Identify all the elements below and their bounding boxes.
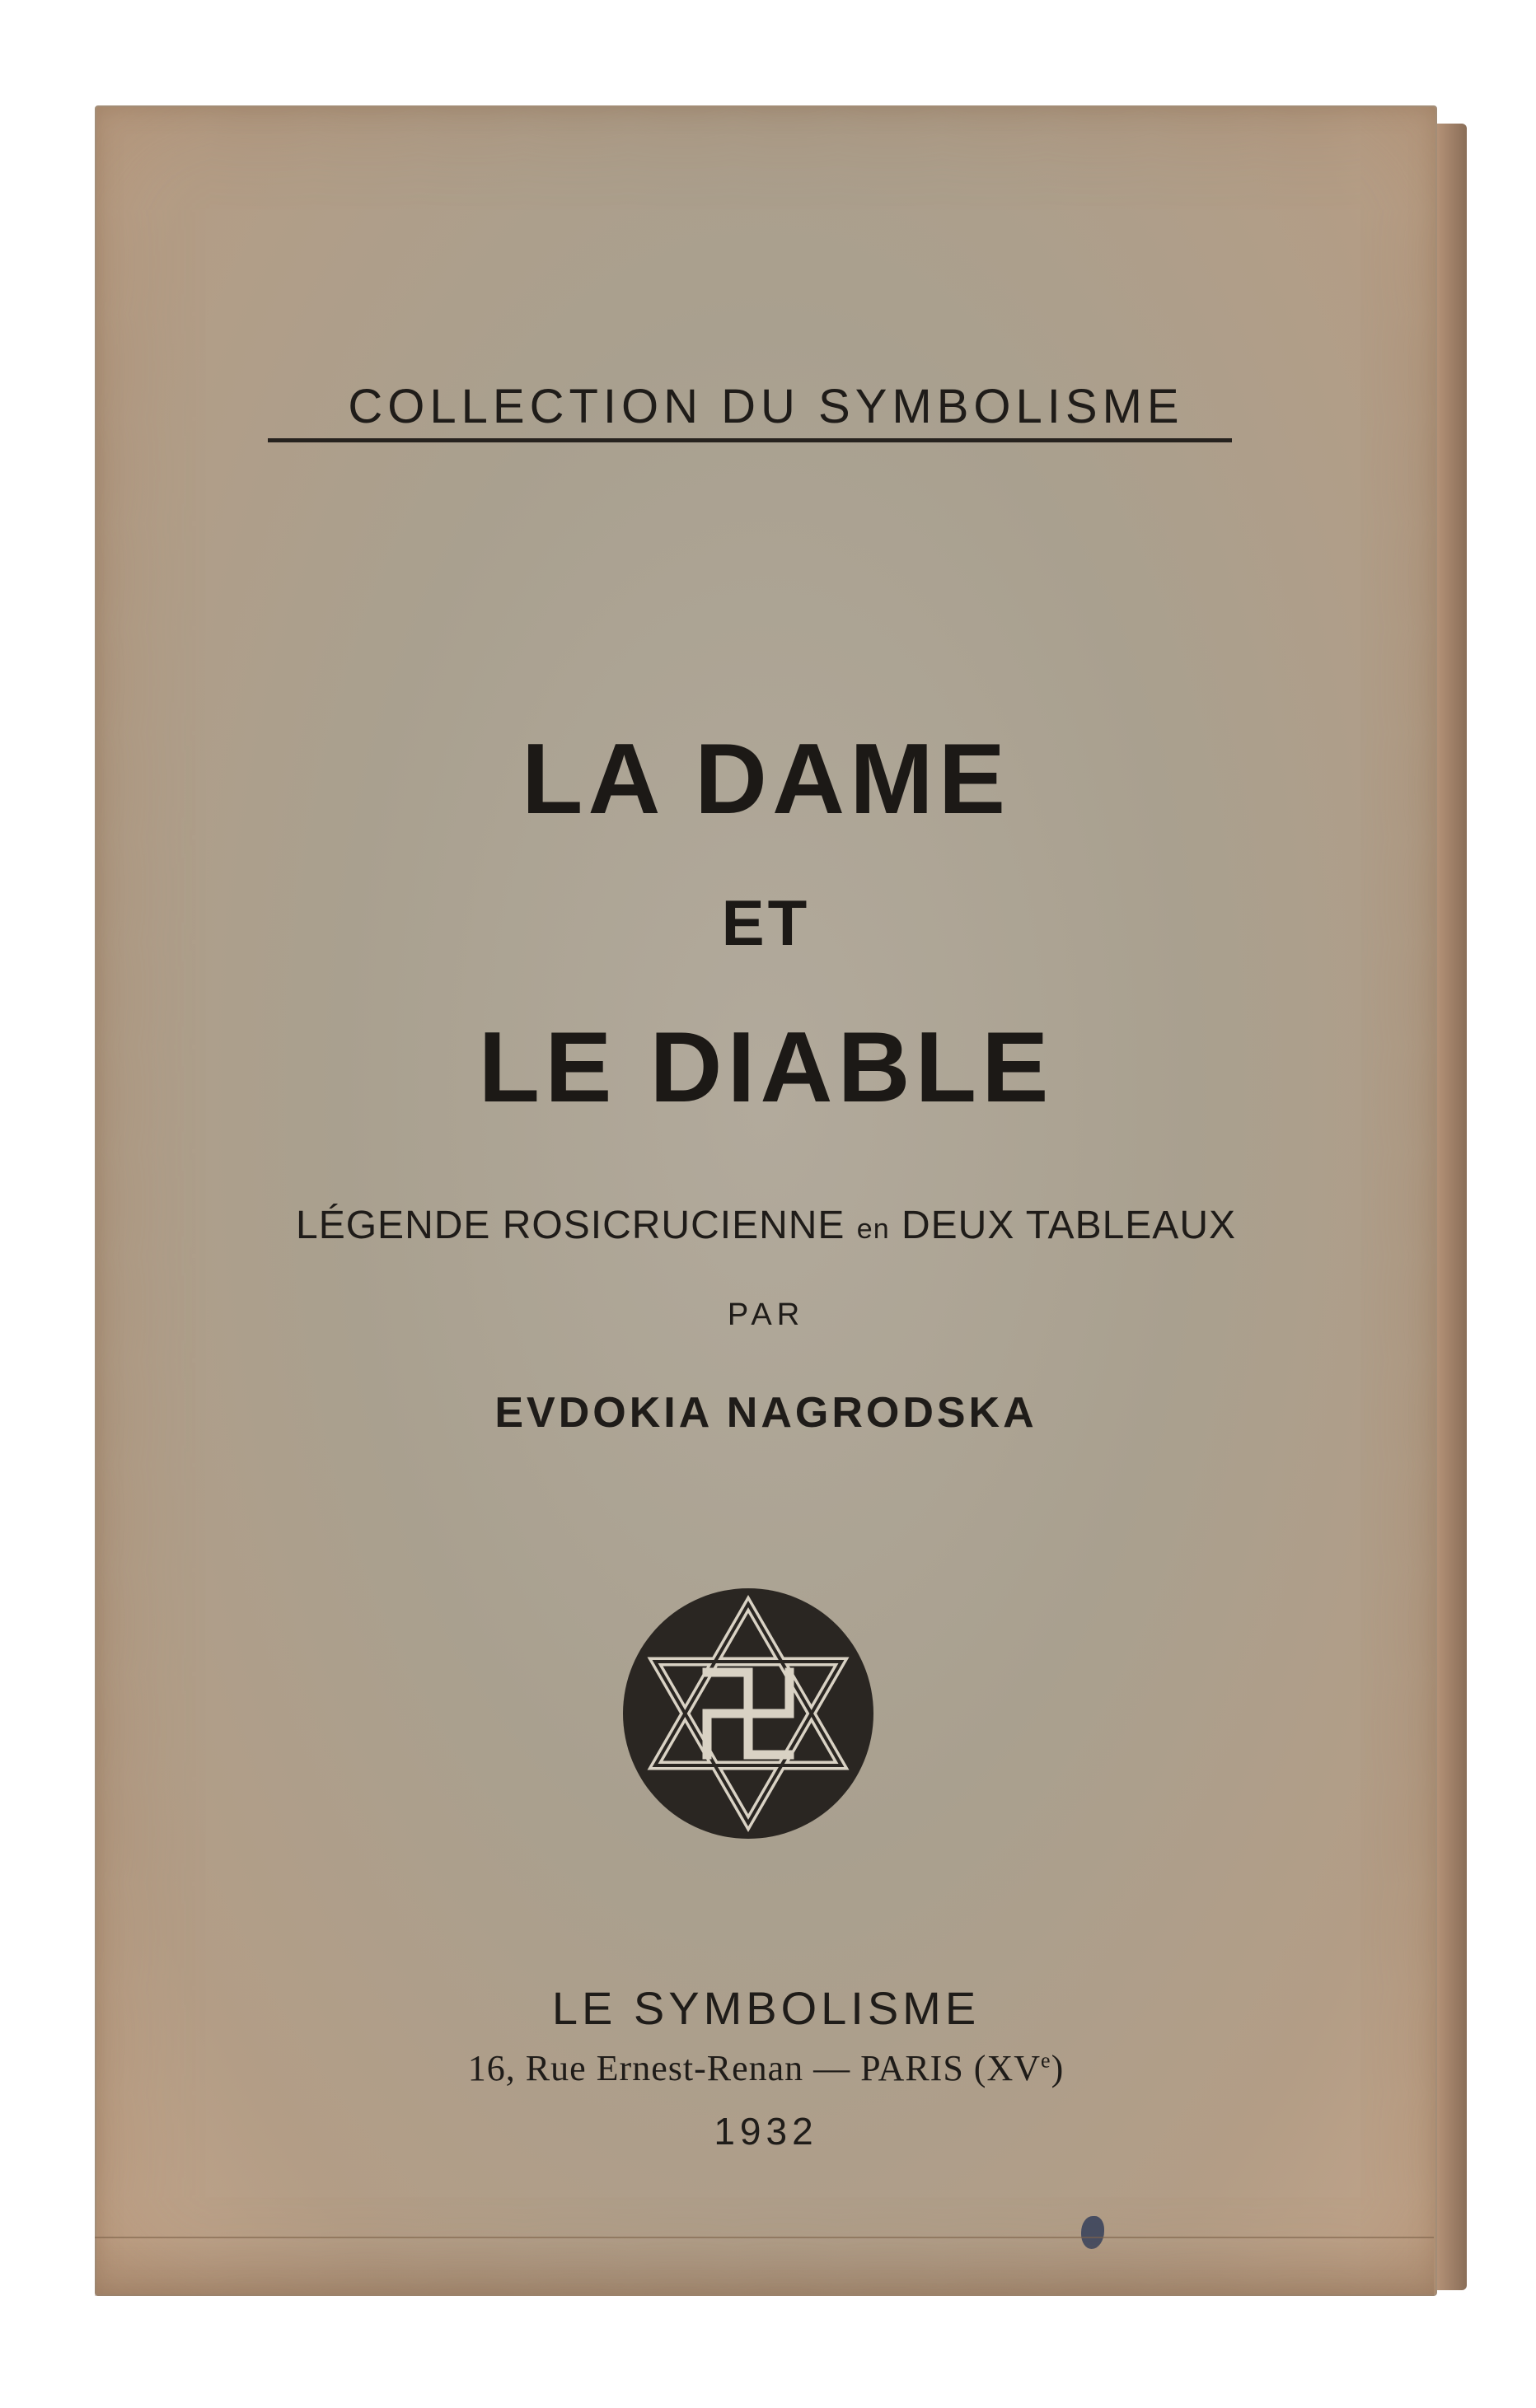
title-line-2: ET bbox=[721, 886, 811, 959]
subtitle-part-2: en bbox=[856, 1213, 890, 1245]
ink-stain bbox=[1081, 2216, 1104, 2249]
series-rule-divider bbox=[268, 438, 1232, 442]
title-line-3: LE DIABLE bbox=[478, 1011, 1054, 1123]
author-name: EVDOKIA NAGRODSKA bbox=[494, 1389, 1037, 1437]
by-label: PAR bbox=[727, 1298, 805, 1332]
book-cover bbox=[95, 105, 1437, 2296]
address-main: 16, Rue Ernest-Renan — PARIS (XV bbox=[467, 2048, 1042, 2088]
subtitle-part-3: DEUX TABLEAUX bbox=[901, 1204, 1236, 1247]
publication-year: 1932 bbox=[714, 2110, 818, 2153]
publisher-name: LE SYMBOLISME bbox=[551, 1982, 981, 2034]
publisher-address bbox=[96, 2047, 1435, 2089]
address-superscript: e bbox=[1041, 2048, 1051, 2073]
subtitle bbox=[96, 1203, 1435, 1248]
title-line-1: LA DAME bbox=[521, 722, 1011, 835]
subtitle-part-1: LÉGENDE ROSICRUCIENNE bbox=[296, 1204, 845, 1247]
address-end: ) bbox=[1051, 2048, 1065, 2088]
series-title: COLLECTION DU SYMBOLISME bbox=[348, 380, 1184, 433]
star-of-david-swastika-emblem-icon bbox=[620, 1586, 876, 1841]
